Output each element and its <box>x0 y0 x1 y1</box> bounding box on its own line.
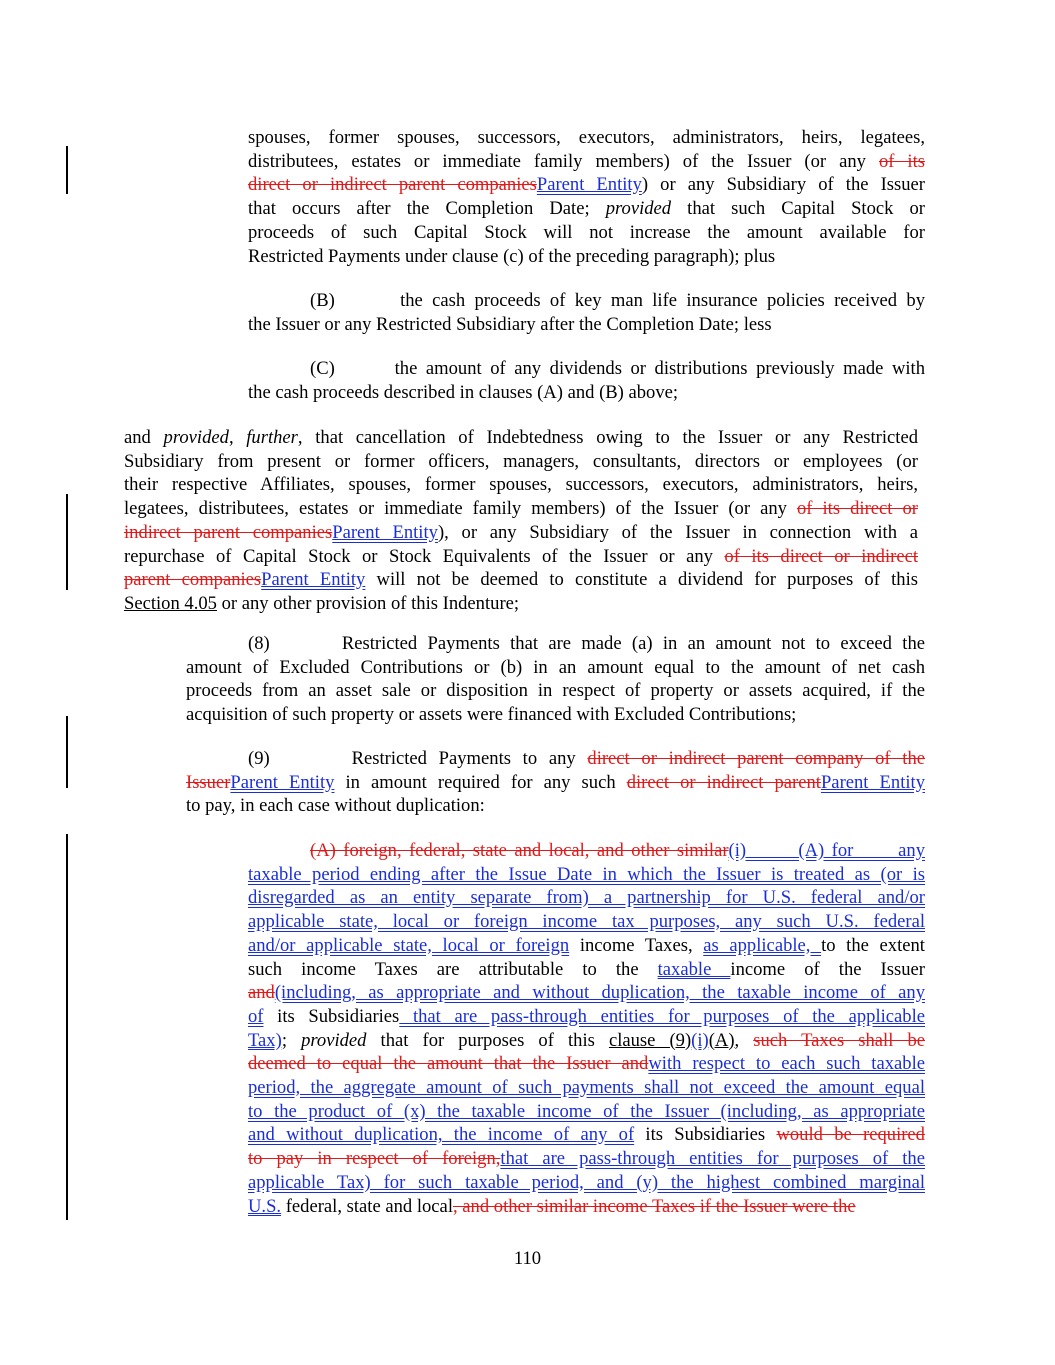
text-line <box>186 794 925 818</box>
text-line <box>248 289 925 313</box>
deleted-text: of its <box>878 150 925 172</box>
inserted-text: (i) (A) for any <box>728 840 925 861</box>
text-line <box>186 656 925 680</box>
text-run: proceeds of such Capital Stock will not increase the amount available for <box>248 221 925 243</box>
clause-9-paragraph <box>186 747 925 818</box>
text-run: (8) Restricted Payments that are made (a) in an amount not to exceed the <box>248 633 925 654</box>
inserted-text: that are pass-through entities for purposes of the <box>500 1148 925 1170</box>
deleted-text: deemed to equal the amount that the Issuer and <box>248 1053 649 1075</box>
text-run: income of the Issuer <box>730 958 925 980</box>
text-line <box>186 771 925 795</box>
text-line <box>124 450 918 474</box>
italic-text: further <box>246 427 298 448</box>
text-run: distributees, estates or immediate family members) of the Issuer (or any <box>248 150 879 172</box>
inserted-text: applicable Tax) for such taxable period, and (y) the highest combined marginal <box>248 1171 925 1193</box>
inserted-text: Parent Entity <box>332 521 438 543</box>
text-line <box>248 150 925 174</box>
text-run: the Issuer or any Restricted Subsidiary after the Completion Date; less <box>248 313 772 335</box>
text-line <box>124 545 918 569</box>
inserted-text: applicable state, local or foreign income tax purposes, any such U.S. federal <box>248 911 925 933</box>
text-run: federal, state and local <box>281 1195 453 1217</box>
deleted-text: parent companies <box>124 569 262 591</box>
text-line <box>248 381 925 405</box>
inserted-text: Parent Entity <box>261 569 366 591</box>
text-run: to the extent <box>821 934 925 956</box>
text-line <box>248 1052 925 1076</box>
text-line <box>186 632 925 656</box>
text-run: that for purposes of this <box>366 1029 609 1051</box>
italic-text: provided <box>301 1029 367 1051</box>
inserted-text: and without duplication, the income of any of <box>248 1124 635 1146</box>
inserted-text: with respect to each such taxable <box>648 1053 925 1075</box>
text-line <box>248 1100 925 1124</box>
text-run: their respective Affiliates, spouses, former spouses, successors, executors, administrators, heirs, <box>124 474 918 496</box>
text-line <box>124 497 918 521</box>
change-bar <box>66 146 68 194</box>
text-run: in amount required for any such <box>334 771 627 793</box>
text-line <box>248 1076 925 1100</box>
text-run: acquisition of such property or assets were financed with Excluded Contributions; <box>186 704 797 726</box>
continuation-paragraph <box>248 126 925 268</box>
text-line <box>248 245 925 269</box>
text-line <box>124 568 918 592</box>
inserted-text: of <box>248 1005 264 1027</box>
text-run: , <box>228 427 247 448</box>
text-run: such income Taxes are attributable to the <box>248 958 658 980</box>
deleted-text: to pay in respect of foreign, <box>248 1148 501 1170</box>
text-line <box>248 357 925 381</box>
text-run: or any other provision of this Indenture; <box>216 592 520 614</box>
inserted-text: Parent Entity <box>536 174 642 196</box>
deleted-text: , and other similar income Taxes if the Issuer were the <box>452 1195 856 1217</box>
text-line <box>186 679 925 703</box>
text-line <box>248 1147 925 1171</box>
text-run: legatees, distributees, estates or immediate family members) of the Issuer (or any <box>124 498 797 520</box>
deleted-text: direct or indirect parent company of the <box>587 748 926 769</box>
text-run: will not be deemed to constitute a dividend for purposes of this <box>365 569 918 591</box>
text-run: to pay, in each case without duplication: <box>186 795 485 817</box>
deleted-text: and <box>248 982 275 1004</box>
inserted-text: Tax) <box>248 1029 282 1051</box>
text-run: ), or any Subsidiary of the Issuer in connection with a <box>437 521 918 543</box>
text-line <box>124 426 918 450</box>
text-run: ) or any Subsidiary of the Issuer <box>641 174 925 196</box>
text-line <box>248 1123 925 1147</box>
text-line <box>124 592 918 616</box>
text-run: (C) the amount of any dividends or distributions previously made with <box>310 358 925 379</box>
text-run: , that cancellation of Indebtedness owing to the Issuer or any Restricted <box>297 427 919 448</box>
change-bar <box>66 716 68 788</box>
inserted-text: (including, as appropriate and without duplication, the taxable income of any <box>274 982 925 1004</box>
deleted-text: direct or indirect parent companies <box>248 174 537 196</box>
inserted-text: (i) <box>691 1029 709 1051</box>
text-line <box>248 981 925 1005</box>
clause-c-paragraph <box>248 357 925 404</box>
text-line <box>124 473 918 497</box>
text-run: proceeds from an asset sale or disposition in respect of property or assets acquired, if the <box>186 680 925 702</box>
text-line <box>248 126 925 150</box>
inserted-text: to the product of (x) the taxable income of the Issuer (including, as appropriate <box>248 1100 925 1122</box>
text-run: (9) Restricted Payments to any <box>248 748 588 769</box>
deleted-text: of its direct or indirect <box>724 545 918 567</box>
text-line <box>248 197 925 221</box>
text-line <box>248 958 925 982</box>
clause-8-paragraph <box>186 632 925 727</box>
text-line <box>248 910 925 934</box>
text-run: that occurs after the Completion Date; <box>248 198 606 220</box>
text-run: (B) the cash proceeds of key man life insurance policies received by <box>310 290 925 311</box>
inserted-text: Parent Entity <box>820 771 925 793</box>
proviso-paragraph <box>124 426 918 616</box>
text-run: Restricted Payments under clause (c) of the preceding paragraph); plus <box>248 245 776 267</box>
text-run: repurchase of Capital Stock or Stock Equivalents of the Issuer or any <box>124 545 725 567</box>
underlined-text: (A) <box>708 1029 735 1051</box>
inserted-text: as applicable, <box>703 934 822 956</box>
change-bar <box>66 834 68 1220</box>
text-line <box>186 703 925 727</box>
text-line <box>248 839 925 863</box>
text-run: amount of Excluded Contributions or (b) in an amount equal to the amount of net cash <box>186 656 925 678</box>
text-line <box>248 313 925 337</box>
inserted-text: that are pass-through entities for purposes of the applicable <box>399 1005 925 1027</box>
text-line <box>248 1171 925 1195</box>
text-line <box>248 173 925 197</box>
deleted-text: would be required <box>776 1124 925 1146</box>
inserted-text: taxable <box>657 958 731 980</box>
italic-text: provided <box>605 198 672 220</box>
inserted-text: period, the aggregate amount of such payments shall not exceed the amount equal <box>248 1077 925 1099</box>
deleted-text: direct or indirect parent <box>626 771 821 793</box>
inserted-text: and/or applicable state, local or foreign <box>248 934 570 956</box>
italic-text: provided <box>163 427 229 448</box>
text-run: and <box>124 427 164 448</box>
inserted-text: taxable period ending after the Issue Date in which the Issuer is treated as (or is <box>248 863 925 885</box>
text-run: its Subsidiaries <box>263 1005 400 1027</box>
text-line <box>248 1195 925 1219</box>
text-line <box>248 1005 925 1029</box>
deleted-text: indirect parent companies <box>124 521 333 543</box>
deleted-text: of its direct or <box>796 498 918 520</box>
text-line <box>248 221 925 245</box>
text-run: spouses, former spouses, successors, executors, administrators, heirs, legatees, <box>248 127 925 148</box>
clause-9-a-paragraph <box>248 839 925 1218</box>
text-line <box>248 934 925 958</box>
inserted-text: Parent Entity <box>230 771 335 793</box>
text-run: its Subsidiaries <box>634 1124 777 1146</box>
clause-b-paragraph <box>248 289 925 336</box>
text-run: the cash proceeds described in clauses (A) and (B) above; <box>248 381 679 403</box>
text-run: Subsidiary from present or former officers, managers, consultants, directors or employees (or <box>124 450 918 472</box>
change-bar <box>66 494 68 590</box>
text-line <box>248 1029 925 1053</box>
text-run: income Taxes, <box>569 934 704 956</box>
deleted-text: such Taxes shall be <box>753 1029 925 1051</box>
deleted-text: (A) foreign, federal, state and local, and other similar <box>310 840 729 861</box>
inserted-text: U.S. <box>248 1195 282 1217</box>
underlined-text: Section 4.05 <box>124 592 217 614</box>
text-run: ; <box>281 1029 302 1051</box>
inserted-text: disregarded as an entity separate from) a partnership for U.S. federal and/or <box>248 887 925 909</box>
text-run: , <box>734 1029 754 1051</box>
text-line <box>186 747 925 771</box>
text-run: that such Capital Stock or <box>671 198 925 220</box>
underlined-text: clause (9) <box>608 1029 692 1051</box>
text-line <box>124 521 918 545</box>
page-number: 110 <box>513 1248 542 1269</box>
text-line <box>248 863 925 887</box>
deleted-text: Issuer <box>186 771 231 793</box>
text-line <box>248 886 925 910</box>
